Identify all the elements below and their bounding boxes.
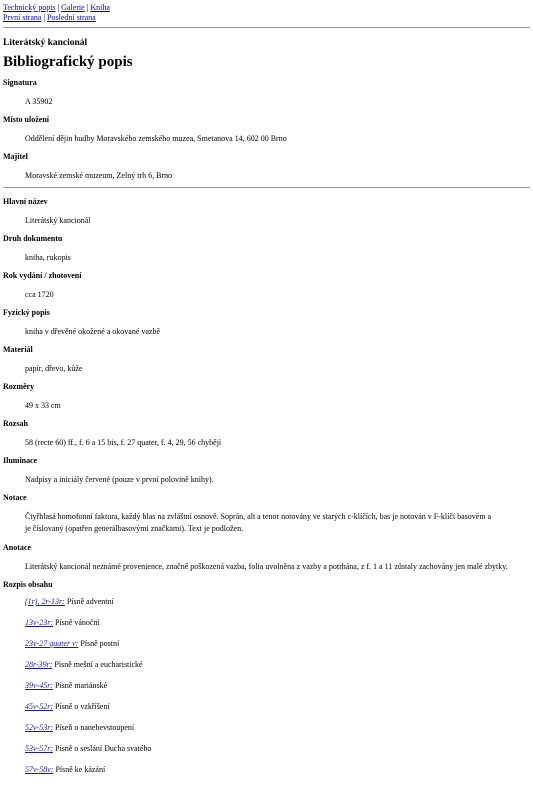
toc-item	[25, 702, 530, 712]
toc-item	[25, 597, 530, 607]
field-label: Druh dokumentu	[3, 234, 63, 243]
toc-item	[25, 660, 530, 670]
toc-item-text: Písně mariánské	[53, 681, 108, 690]
toc-item	[25, 723, 530, 733]
nav-row-1	[3, 3, 530, 13]
toc-folio-link[interactable]: 23v-27 quater v:	[25, 639, 79, 648]
field-value: cca 1720	[25, 290, 54, 299]
page-title: Bibliografický popis	[3, 54, 133, 70]
field-value: papír, dřevo, kůže	[25, 364, 83, 373]
field-label: Iluminace	[3, 456, 38, 465]
field-label: Materiál	[3, 345, 33, 354]
toc-folio-link[interactable]: 53v-57r:	[25, 744, 53, 753]
field-value: Literátský kancionál	[25, 216, 91, 225]
toc-item-text: Písně postní	[78, 639, 120, 648]
field-label: Signatura	[3, 78, 37, 87]
toc-item-text: Písně mešní a eucharistické	[52, 660, 143, 669]
toc-folio-link[interactable]: 39v-45r:	[25, 681, 53, 690]
field-majitel	[3, 152, 530, 181]
field-label: Fyzický popis	[3, 308, 50, 317]
toc-item	[25, 681, 530, 691]
toc-item-text: Písně vánoční	[53, 618, 100, 627]
field-label: Hlavní název	[3, 197, 48, 206]
field-rozsah	[3, 419, 530, 448]
field-misto-ulozeni	[3, 115, 530, 144]
toc-folio-link[interactable]: 52v-53r:	[25, 723, 53, 732]
toc-item-text: Písně adventní	[64, 597, 114, 606]
toc-label: Rozpis obsahu	[3, 580, 53, 589]
field-value: Nadpisy a iniciály červené (pouze v první polovině knihy).	[25, 475, 214, 484]
divider	[3, 187, 530, 188]
field-label: Rozsah	[3, 419, 28, 428]
toc-item-text: Písně ke kázání	[53, 765, 106, 774]
toc-item-text: Píseň o nanebevstoupení	[53, 723, 135, 732]
nav-link-galerie[interactable]: Galerie	[61, 3, 85, 12]
nav-separator: |	[55, 3, 62, 12]
field-label: Rozměry	[3, 382, 35, 391]
toc-folio-link[interactable]: 57v-58v:	[25, 765, 54, 774]
table-of-contents	[3, 580, 530, 775]
field-value: kniha v dřevěné okožené a okované vazbě	[25, 327, 161, 336]
field-label: Majitel	[3, 152, 28, 161]
toc-item-text: Písně o vzkříšení	[53, 702, 110, 711]
nav-row-2	[3, 13, 530, 23]
field-value: Literátský kancionál neznámé provenience, značně poškozená vazba, folia uvolněna z vazby a potrhána, z f. 1 a 11 zůstaly zachovány jen malé zbytky.	[25, 562, 508, 571]
nav-link-kniha[interactable]: Kniha	[90, 3, 110, 12]
field-signatura	[3, 78, 530, 107]
field-notace	[3, 493, 530, 535]
field-anotace	[3, 543, 530, 572]
field-hlavni-nazev	[3, 197, 530, 226]
field-value: Oddělení dějin hudby Moravského zemského muzea, Smetanova 14, 602 00 Brno	[25, 134, 287, 143]
field-iluminace	[3, 456, 530, 485]
field-label: Místo uložení	[3, 115, 49, 124]
toc-item	[25, 744, 530, 754]
toc-folio-link[interactable]: 45v-52r:	[25, 702, 53, 711]
field-fyzicky-popis	[3, 308, 530, 337]
nav-bar	[3, 3, 530, 23]
nav-separator: |	[41, 13, 48, 22]
field-value: A 35902	[25, 97, 53, 106]
toc-folio-link[interactable]: 13v-23r:	[25, 618, 53, 627]
divider	[3, 27, 530, 28]
field-label: Notace	[3, 493, 27, 502]
field-value: 49 x 33 cm	[25, 401, 61, 410]
toc-item	[25, 639, 530, 649]
field-label: Rok vydání / zhotovení	[3, 271, 82, 280]
nav-separator: |	[84, 3, 91, 12]
toc-item	[25, 618, 530, 628]
toc-item	[25, 765, 530, 775]
nav-link-prvni-strana[interactable]: První strana	[3, 13, 42, 22]
document-kind: Literátský kancionál	[3, 38, 88, 48]
field-rok-vydani	[3, 271, 530, 300]
field-value: Čtyřhlasá homofonní faktura, každý hlas na zvláštní osnově. Soprán, alt a tenor notovány ve starých c-klíčích, bas je notován v F-klíči basovém a je číslovaný (opatřen generálbasovými značkami). Text je podložen.	[25, 512, 492, 533]
field-rozmery	[3, 382, 530, 411]
field-label: Anotace	[3, 543, 31, 552]
nav-link-posledni-strana[interactable]: Poslední strana	[47, 13, 96, 22]
field-value: kniha, rukopis	[25, 253, 71, 262]
field-druh-dokumentu	[3, 234, 530, 263]
toc-item-text: Písně o seslání Ducha svatého	[53, 744, 152, 753]
nav-link-technicky-popis[interactable]: Technický popis	[3, 3, 56, 12]
toc-list	[3, 597, 530, 775]
toc-folio-link[interactable]: 28r-39r:	[25, 660, 53, 669]
field-material	[3, 345, 530, 374]
field-value: 58 (recte 60) ff., f. 6 a 15 bis, f. 27 quater, f. 4, 29, 56 chybějí	[25, 438, 222, 447]
field-value: Moravské zemské muzeum, Zelný trh 6, Brno	[25, 171, 173, 180]
toc-folio-link[interactable]: (1r), 2r-13r:	[25, 597, 65, 606]
